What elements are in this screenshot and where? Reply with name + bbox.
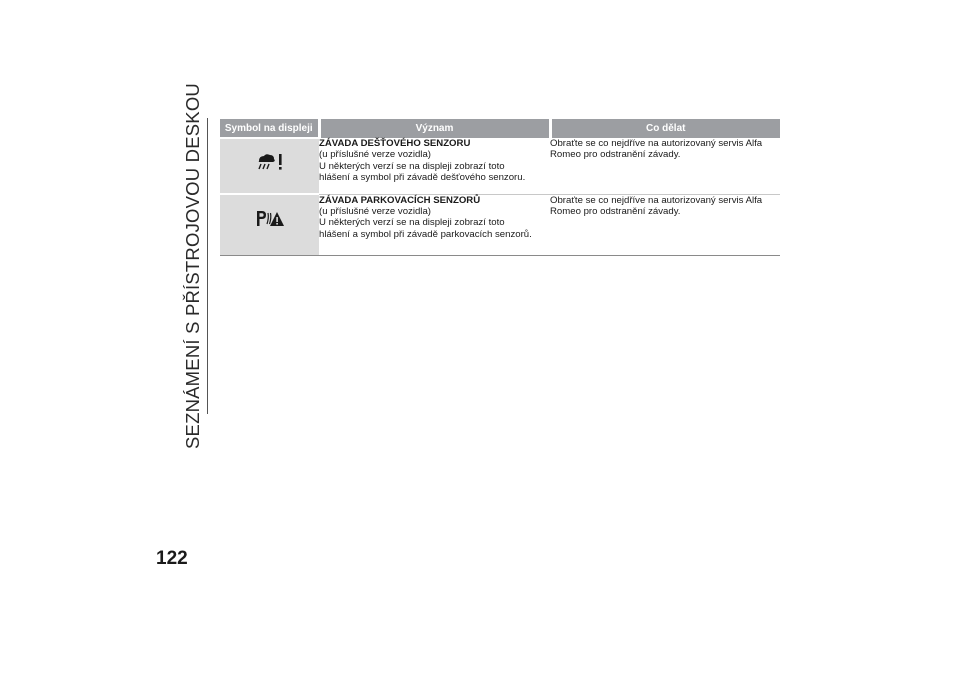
meaning-cell bbox=[319, 138, 550, 194]
table-row bbox=[220, 194, 780, 256]
header-meaning: Význam bbox=[319, 119, 550, 138]
symbol-cell bbox=[220, 194, 319, 256]
header-symbol: Symbol na displeji bbox=[220, 119, 319, 138]
message-title: ZÁVADA PARKOVACÍCH SENZORŮ bbox=[319, 194, 481, 206]
section-side-title bbox=[178, 83, 208, 449]
rain-sensor-fault-icon bbox=[255, 153, 285, 171]
message-line: U některých verzí se na displeji zobrazí toto bbox=[319, 160, 505, 172]
meaning-cell bbox=[319, 194, 550, 256]
warning-messages-table bbox=[220, 119, 780, 256]
page-number: 122 bbox=[156, 548, 188, 569]
symbol-cell bbox=[220, 138, 319, 194]
message-line: hlášení a symbol při závadě dešťového senzoru. bbox=[319, 172, 526, 184]
message-title: ZÁVADA DEŠŤOVÉHO SENZORU bbox=[319, 138, 471, 149]
section-title-text: SEZNÁMENÍ S PŘÍSTROJOVOU DESKOU bbox=[182, 83, 203, 449]
message-line: U některých verzí se na displeji zobrazí toto bbox=[319, 217, 505, 229]
action-cell: Obraťte se co nejdříve na autorizovaný servis Alfa Romeo pro odstranění závady. bbox=[550, 138, 780, 194]
message-line: (u příslušné verze vozidla) bbox=[319, 149, 431, 161]
message-line: hlášení a symbol při závadě parkovacích senzorů. bbox=[319, 228, 532, 240]
side-divider bbox=[207, 118, 208, 414]
table-header-row bbox=[220, 119, 780, 138]
action-cell: Obraťte se co nejdříve na autorizovaný servis Alfa Romeo pro odstranění závady. bbox=[550, 194, 780, 256]
message-line: (u příslušné verze vozidla) bbox=[319, 205, 431, 217]
parking-sensor-fault-icon bbox=[255, 209, 285, 227]
header-action: Co dělat bbox=[550, 119, 780, 138]
table-row bbox=[220, 138, 780, 194]
